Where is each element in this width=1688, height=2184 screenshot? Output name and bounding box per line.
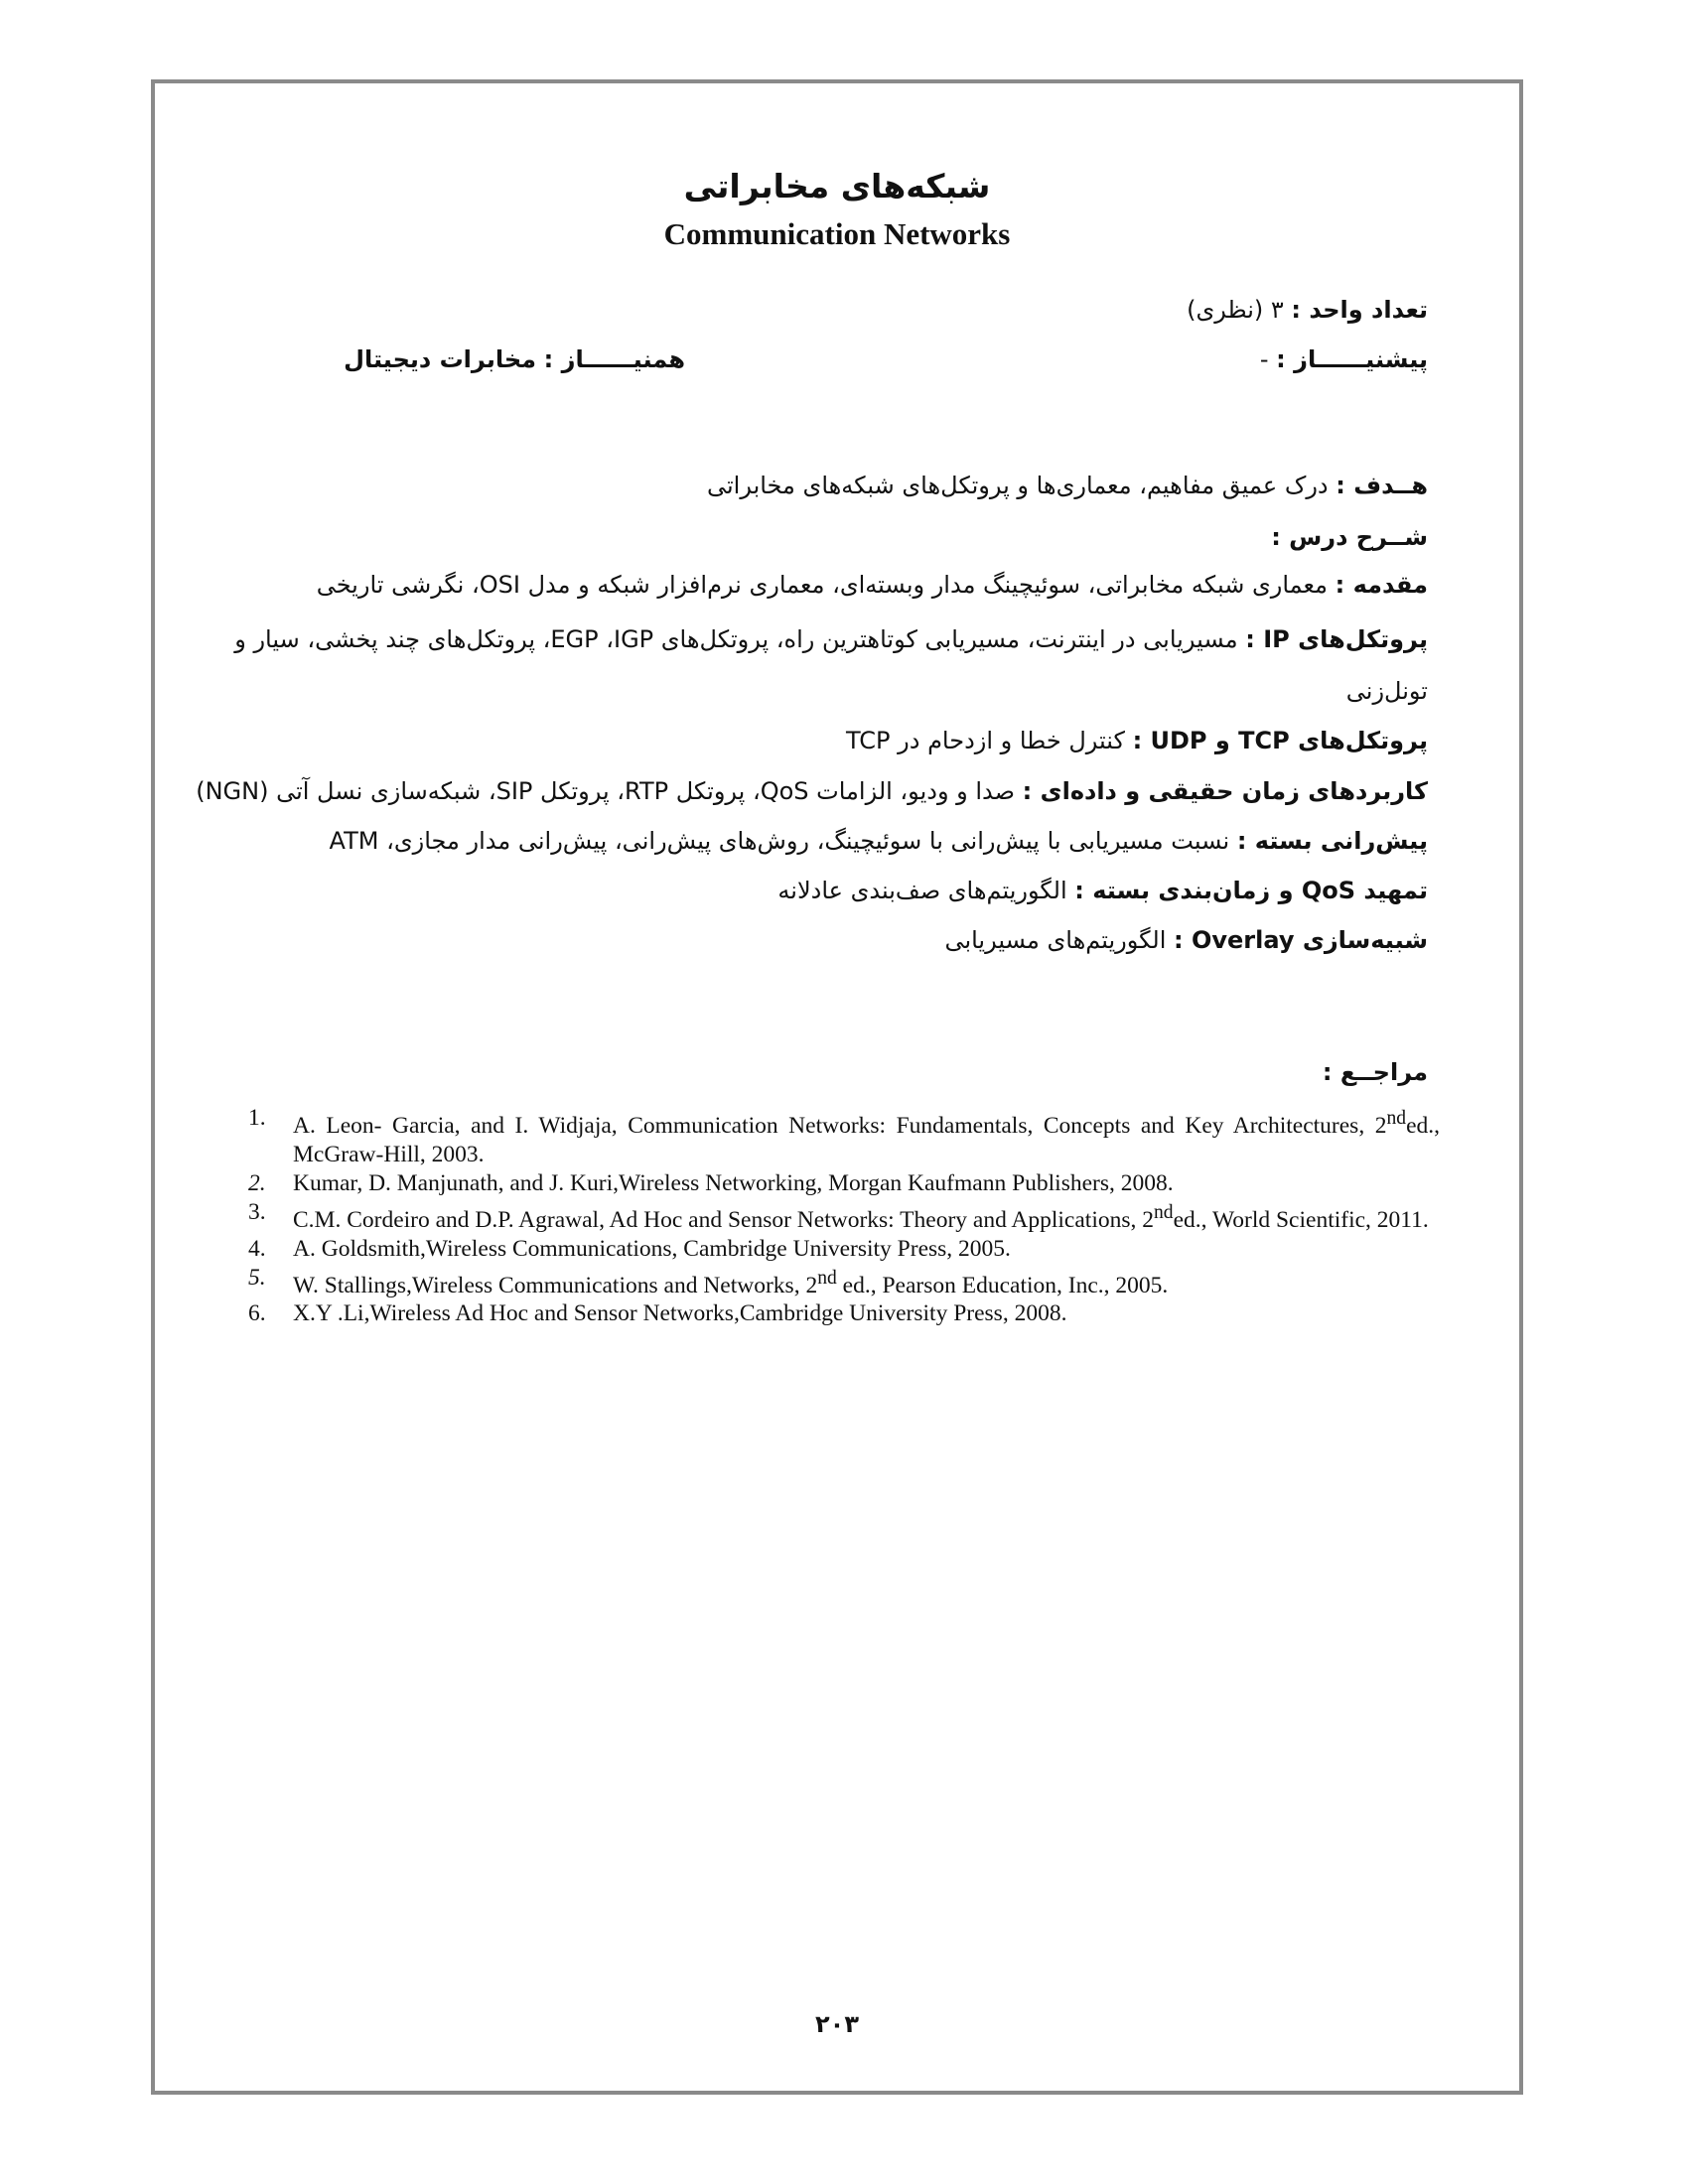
- page-number: ۲۰۳: [815, 2010, 859, 2038]
- units-label: تعداد واحد :: [1291, 296, 1428, 324]
- desc-item-realtime: [196, 777, 1428, 805]
- desc-item-label: پروتکل‌های TCP و UDP :: [1132, 727, 1428, 754]
- reference-text: X.Y .Li,Wireless Ad Hoc and Sensor Networks,Cambridge University Press, 2008.: [293, 1300, 1067, 1327]
- desc-item-label: پروتکل‌های IP :: [1245, 625, 1428, 653]
- reference-number: 4.: [248, 1235, 266, 1262]
- prereq-label: پیشنیــــــاز :: [1276, 345, 1428, 373]
- units-row: [1187, 296, 1428, 324]
- desc-item-overlay: [944, 926, 1428, 954]
- references-list: [248, 1104, 1440, 1328]
- reference-text: Kumar, D. Manjunath, and J. Kuri,Wireless Networking, Morgan Kaufmann Publishers, 2008.: [293, 1169, 1174, 1196]
- reference-number: 2.: [248, 1169, 266, 1196]
- reference-number: 6.: [248, 1300, 266, 1327]
- reference-text: A. Leon- Garcia, and I. Widjaja, Communication Networks: Fundamentals, Concepts and Key Architectures, 2: [293, 1112, 1387, 1139]
- references-label: مراجــع :: [1322, 1058, 1428, 1086]
- desc-item-forwarding: [330, 827, 1428, 855]
- desc-item-tcp-udp: [846, 727, 1428, 754]
- desc-item-label: تمهید QoS و زمان‌بندی بسته :: [1074, 877, 1428, 904]
- reference-sup: nd: [1386, 1108, 1407, 1129]
- coreq-value: مخابرات دیجیتال: [344, 345, 537, 373]
- desc-item-text: الگوریتم‌های صف‌بندی عادلانه: [777, 877, 1067, 904]
- reference-item: [248, 1299, 1440, 1328]
- reference-item: [248, 1169, 1440, 1198]
- goal-row: [707, 472, 1428, 499]
- desc-item-ip: [234, 625, 1428, 653]
- reference-text: C.M. Cordeiro and D.P. Agrawal, Ad Hoc and Sensor Networks: Theory and Applications, 2: [293, 1206, 1154, 1233]
- reference-item: [248, 1104, 1440, 1169]
- page-border: [151, 79, 1523, 2095]
- reference-text-tail: ed., Pearson Education, Inc., 2005.: [836, 1272, 1169, 1298]
- reference-text: W. Stallings,Wireless Communications and Networks, 2: [293, 1272, 818, 1298]
- reference-number: 5.: [248, 1264, 266, 1291]
- desc-item-text: نسبت مسیریابی با پیش‌رانی با سوئیچینگ، روش‌های پیش‌رانی، پیش‌رانی مدار مجازی، ATM: [329, 827, 1230, 855]
- desc-item-label: پیش‌رانی بسته :: [1236, 827, 1428, 855]
- reference-sup: nd: [817, 1267, 837, 1289]
- desc-item-ip-continuation: تونل‌زنی: [1345, 677, 1428, 705]
- desc-item-text: معماری شبکه مخابراتی، سوئیچینگ مدار وبسته‌ای، معماری نرم‌افزار شبکه و مدل OSI، نگرشی تاریخی: [316, 571, 1328, 599]
- desc-item-label: شبیه‌سازی Overlay :: [1174, 926, 1428, 954]
- description-label: شــرح درس :: [1271, 523, 1428, 551]
- reference-text-tail: ed., World Scientific, 2011.: [1173, 1206, 1429, 1233]
- reference-sup: nd: [1154, 1201, 1174, 1223]
- course-title-fa: شبکه‌های مخابراتی: [683, 167, 991, 205]
- coreq-row: [344, 345, 685, 373]
- desc-item-text: مسیریابی در اینترنت، مسیریابی کوتاهترین راه، پروتکل‌های EGP ،IGP، پروتکل‌های چند پخشی، سیار و: [234, 625, 1238, 653]
- desc-item-qos: [777, 877, 1428, 904]
- prereq-value: -: [1259, 345, 1269, 373]
- reference-item: [248, 1264, 1440, 1300]
- reference-text-tail: ed., McGraw-Hill, 2003.: [293, 1112, 1440, 1167]
- reference-number: 1.: [248, 1105, 266, 1131]
- desc-item-label: مقدمه :: [1335, 571, 1428, 599]
- desc-item-text: الگوریتم‌های مسیریابی: [944, 926, 1167, 954]
- course-title-en: Communication Networks: [663, 216, 1011, 251]
- reference-item: [248, 1198, 1440, 1235]
- desc-item-text: صدا و ودیو، الزامات QoS، پروتکل RTP، پروتکل SIP، شبکه‌سازی نسل آتی (NGN): [196, 777, 1016, 805]
- goal-text: درک عمیق مفاهیم، معماری‌ها و پروتکل‌های شبکه‌های مخابراتی: [706, 472, 1329, 499]
- reference-text: A. Goldsmith,Wireless Communications, Cambridge University Press, 2005.: [293, 1235, 1011, 1262]
- desc-item-text: کنترل خطا و ازدحام در TCP: [846, 727, 1125, 754]
- prereq-row: [1260, 345, 1428, 373]
- goal-label: هــدف :: [1336, 472, 1428, 499]
- units-value: ۳ (نظری): [1187, 296, 1284, 324]
- reference-item: [248, 1235, 1440, 1264]
- desc-item-label: کاربردهای زمان حقیقی و داده‌ای :: [1022, 777, 1428, 805]
- reference-number: 3.: [248, 1198, 266, 1225]
- coreq-label: همنیــــــاز :: [543, 345, 685, 373]
- desc-item-intro: [317, 571, 1428, 599]
